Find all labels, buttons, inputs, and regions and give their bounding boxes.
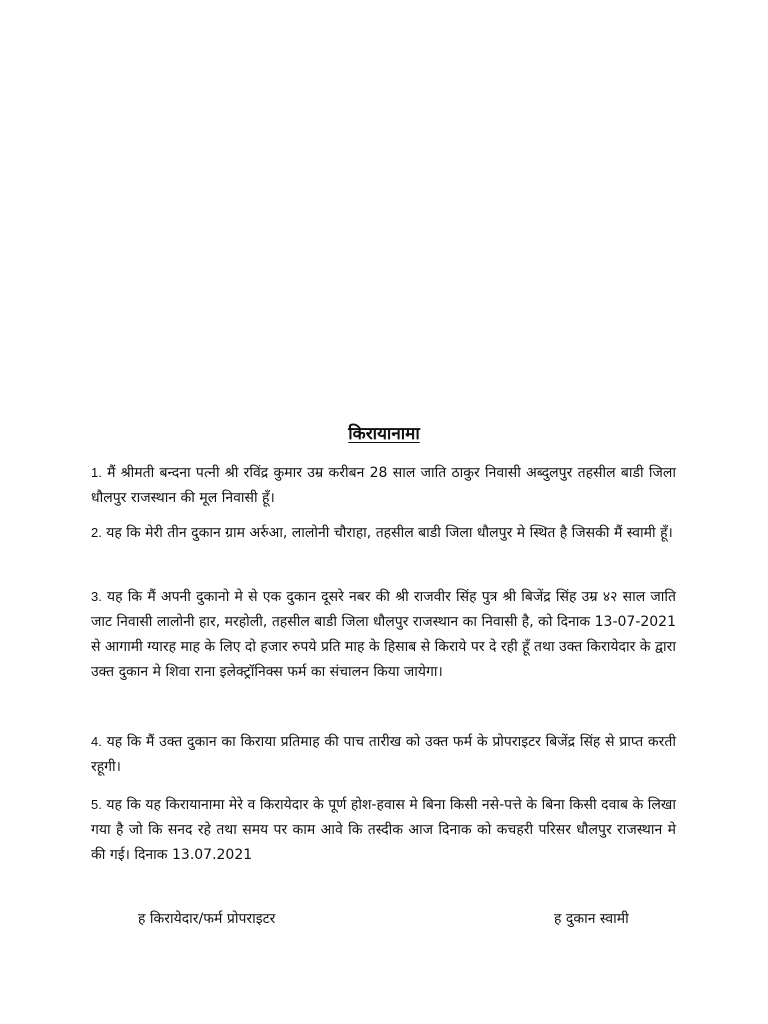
paragraph-text: यह कि मैं अपनी दुकानो मे से एक दुकान दूसरे नबर की श्री राजवीर सिंह पुत्र श्री बिजेंद्र सिंह उम्र ४२ साल जाति जाट निवासी लालोनी हार, मरहोली, तहसील बाडी जिला धौलपुर राजस्थान का निवासी है, को दिनाक 13-07-2021 से आगामी ग्यारह माह के लिए दो हजार रुपये प्रति माह के हिसाब से किराये पर दे रही हूँ तथा उक्त किरायेदार के द्वारा उक्त दुकान मे शिवा राना इलेक्ट्रॉनिक्स फर्म का संचालन किया जायेगा।: [91, 589, 676, 680]
paragraph-4: [91, 729, 676, 780]
paragraph-number: 2.: [91, 525, 102, 540]
paragraph-number: 5.: [91, 797, 102, 812]
paragraph-text: यह कि यह किरायानामा मेरे व किरायेदार के पूर्ण होश-हवास मे बिना किसी नसे-पत्ते के बिना किसी दवाब के लिखा गया है जो कि सनद रहे तथा समय पर काम आवे कि तस्दीक आज दिनाक को कचहरी परिसर धौलपुर राजस्थान मे की गई। दिनाक 13.07.2021: [91, 797, 677, 863]
paragraph-2: [91, 520, 676, 546]
paragraph-text: यह कि मेरी तीन दुकान ग्राम अर्रुआ, लालोनी चौराहा, तहसील बाडी जिला धौलपुर मे स्थित है जिसकी मैं स्वामी हूँ।: [106, 525, 673, 541]
paragraph-text: मैं श्रीमती बन्दना पत्नी श्री रविंद्र कुमार उम्र करीबन 28 साल जाति ठाकुर निवासी अब्दुलपुर तहसील बाडी जिला धौलपुर राजस्थान की मूल निवासी हूँ।: [91, 465, 676, 506]
paragraph-1: [91, 460, 676, 511]
paragraph-number: 4.: [91, 734, 102, 749]
paragraph-3: [91, 584, 676, 685]
paragraph-5: [91, 792, 676, 868]
owner-signature-line: ह दुकान स्वामी: [554, 911, 629, 927]
document-title-text: किरायानामा: [348, 424, 420, 444]
document-title: [0, 421, 768, 444]
paragraph-number: 1.: [91, 465, 102, 480]
paragraph-number: 3.: [91, 589, 102, 604]
tenant-signature-line: ह किरायेदार/फर्म प्रोपराइटर: [138, 911, 276, 927]
paragraph-text: यह कि मैं उक्त दुकान का किराया प्रतिमाह की पाच तारीख को उक्त फर्म के प्रोपराइटर बिजेंद्र सिंह से प्राप्त करती रहूगी।: [91, 734, 677, 775]
